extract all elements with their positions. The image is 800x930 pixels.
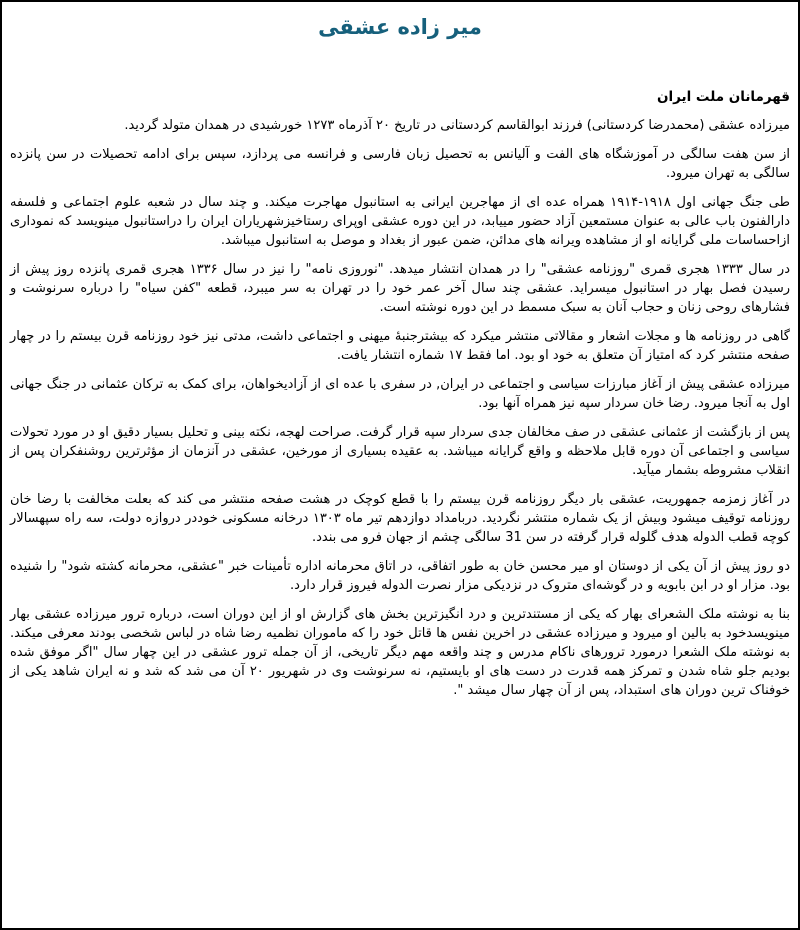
paragraph-education: از سن هفت سالگی در آموزشگاه های الفت و آلیانس به تحصیل زبان فارسی و فرانسه می پردازد، سپس برای ادامه تحصیلات در سن پانزده سالگی به تهران میرود. [10,147,790,181]
paragraph-birth: میرزاده عشقی (محمدرضا کردستانی) فرزند ابوالقاسم کردستانی در تاریخ ۲۰ آذرماه ۱۲۷۳ خورشیدی در همدان متولد گردید. [124,118,790,133]
paragraph-grave: دو روز پیش از آن یکی از دوستان او میر محسن خان به طور اتفاقی، در اتاق محرمانه اداره تأمینات خبر "عشقی، محرمانه کشته شود" را شنیده بود. مزار او در ابن بابویه و در گوشه‌ای متروک در نزدیکی مزار نصرت الدوله فیروز قرار دارد. [10,559,790,593]
paragraph-assassination: در آغاز زمزمه جمهوریت، عشقی بار دیگر روزنامه قرن بیستم را با قطع کوچک در هشت صفحه منتشر می کند که بعلت مخالفت با رضا خان روزنامه توقیف میشود وبیش از یک شماره منتشر نگردید. دربامداد دوازدهم تیر ماه ۱۳۰۳ درخانه مسکونی خوددر دروازه دولت، سه راه سپهسالار کوچه قطب الدوله هدف گلوله قرار گرفته در سن 31 سالگی چشم از جهان فرو می بندد. [10,492,790,545]
paragraph-qarn-bistom: گاهی در روزنامه ها و مجلات اشعار و مقالاتی منتشر میکرد که بیشترجنبهٔ میهنی و اجتماعی داشت، مدتی نیز خود روزنامه قرن بیستم را در چهار صفحه منتشر کرد که امتیاز آن متعلق به خود او بود. اما فقط ۱۷ شماره انتشار یافت. [10,329,790,363]
document-title: میر زاده عشقی [318,15,482,39]
paragraph-ottoman-trip: میرزاده عشقی پیش از آغاز مبارزات سیاسی و اجتماعی در ایران, در سفری با عده ای از آزادیخواهان، برای کمک به ترکان عثمانی در جنگ جهانی اول به آنجا میرود. رضا خان سردار سپه نیز همراه آنها بود. [10,377,790,411]
paragraph-opposition: پس از بازگشت از عثمانی عشقی در صف مخالفان جدی سردار سپه قرار گرفت. صراحت لهجه، نکته بینی و تحلیل بسیار دقیق او در مورد تحولات سیاسی و اجتماعی آن دوره قابل ملاحظه و واقع گرایانه میباشد. به عقیده بسیاری از مورخین، عشقی در آنزمان از مؤثرترین روشنفکران پس از انقلاب مشروطه بشمار میآید. [10,425,790,478]
paragraph-newspapers: در سال ۱۳۳۳ هجری قمری "روزنامه عشقی" را در همدان انتشار میدهد. "نوروزی نامه" را نیز در سال ۱۳۳۶ هجری قمری پانزده روز پیش از رسیدن فصل بهار در استانبول میسراید. عشقی چند سال آخر عمر خود را در تهران به سر میبرد، قطعه "کفن سیاه" را درباره سرنوشت و فشارهای روحی زنان و حجاب آنان به سبک مسمط در این دوره نوشته است. [10,262,790,315]
paragraph-bahar-account: بنا به نوشته ملک الشعرای بهار که یکی از مستندترین و درد انگیزترین بخش های گزارش او از این دوران است، درباره ترور میرزاده عشقی بهار مینویسدخود به بالین او میرود و میرزاده عشقی در اخرین نفس ها قاتل خود را که ماموران نظمیه رضا شاه در لباس شخصی بودند معرفی میکند. به نوشته ملک الشعرا درمورد ترورهای ناکام مدرس و چند واقعه مهم دیگر تاریخی، از آن جمله ترور عشقی در این چهار سال "اگر موفق شده بودیم جلو شاه شدن و تمرکز همه قدرت در دست های او بایستیم، نه سرنوشت وی در شهریور ۲۰ آن می شد که شد و نه ایران شاهد یکی از خوفناک ترین دوران های استبداد، پس از آن چهار سال میشد ". [10,607,790,698]
paragraph-istanbul-migration: طی جنگ جهانی اول ۱۹۱۸-۱۹۱۴ همراه عده ای از مهاجرین ایرانی به استانبول مهاجرت میکند. و چند سال در شعبه علوم اجتماعی و فلسفه دارالفنون باب عالی به عنوان مستمعین آزاد حضور مییابد، در این دوره عشقی اوپرای رستاخیزشهریاران ایران را دراستانبول مینویسد که نموداری ازاحساسات ملی گرایانه او از مشاهده ویرانه های مدائن، ضمن عبور از بغداد و موصل به استانبول میباشد. [10,195,790,248]
section-heading: قهرمانان ملت ایران [656,89,790,105]
document-body [2,88,798,700]
